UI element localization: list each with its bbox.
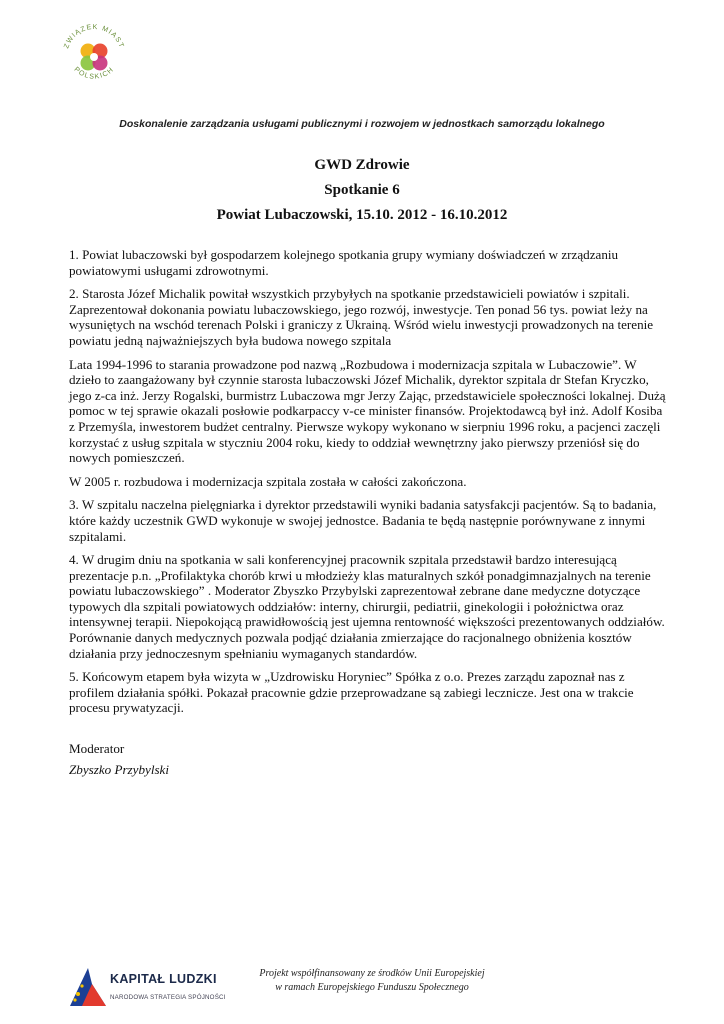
title-line-3: Powiat Lubaczowski, 15.10. 2012 - 16.10.2012 xyxy=(216,207,508,223)
signature-block xyxy=(69,738,169,780)
paragraph: 4. W drugim dniu na spotkania w sali konferencyjnej pracownik szpitala przedstawił bardzo interesującą prezentacje p.n. „Profilaktyka chorób krwi u młodzieży klas maturalnych szkół ponadgimnazjalnych na terenie powiatu lubaczowskiego” . Moderator Zbyszko Przybylski zaprezentował zebrane dane medyczne dotyczące typowych dla szpitali powiatowych oddziałów: interny, chirurgii, pediatrii, ginekologii i położnictwa oraz intensywnej terapii. Niepokojącą prawidłowością jest ujemna rentowność większości prezentowanych oddziałów. Porównanie danych medycznych pozwala podjąć działania zmierzające do racjonalnego obniżenia kosztów działania przy jednoczesnym spełnianiu wymaganych standardów. xyxy=(69,552,665,661)
title-line-1: GWD Zdrowie xyxy=(314,157,410,173)
paragraph: 3. W szpitalu naczelna pielęgniarka i dyrektor przedstawili wyniki badania satysfakcji pacjentów. Są to badania, które każdy uczestnik GWD wykonuje w swojej jednostce. Badania te będą następnie porównywane z innymi szpitalami. xyxy=(69,497,657,544)
funding-note-line-2: w ramach Europejskiego Funduszu Społecznego xyxy=(275,982,469,993)
funding-note-line-1: Projekt współfinansowany ze środków Unii Europejskiej xyxy=(259,968,485,979)
project-subtitle: Doskonalenie zarządzania usługami publicznymi i rozwojem w jednostkach samorządu lokalnego xyxy=(119,118,605,130)
paragraph: 1. Powiat lubaczowski był gospodarzem kolejnego spotkania grupy wymiany doświadczeń w zrządzaniu powiatowymi usługami zdrowotnymi. xyxy=(69,247,619,278)
svg-text:ZWIĄZEK MIAST: ZWIĄZEK MIAST xyxy=(63,23,125,50)
document-title xyxy=(0,153,724,228)
footer-tagline: NARODOWA STRATEGIA SPÓJNOŚCI xyxy=(110,994,226,1001)
funding-note xyxy=(220,967,524,995)
document-body xyxy=(69,247,669,724)
paragraph: 2. Starosta Józef Michalik powitał wszystkich przybyłych na spotkanie przedstawicieli powiatów i szpitali. Zaprezentował dokonania powiatu lubaczowskiego, jego rozwój, inwestycje. Ten ponad 56 tys. powiat leży na wysuniętych na wschód terenach Polski i graniczy z Ukrainą. Wśród wielu inwestycji prowadzonych na terenie powiatu jedną najważniejszych była budowa nowego szpitala xyxy=(69,286,654,348)
footer-brand: KAPITAŁ LUDZKI xyxy=(110,972,217,986)
svg-text:POLSKICH: POLSKICH xyxy=(72,66,116,81)
signature-role: Moderator xyxy=(69,741,125,756)
zmp-logo xyxy=(58,20,130,92)
paragraph: Lata 1994-1996 to starania prowadzone pod nazwą „Rozbudowa i modernizacja szpitala w Lubaczowie”. W dzieło to zaangażowany był czynnie starosta lubaczowski Józef Michalik, dyrektor szpitala dr Stefan Kryczko, jego z-ca inż. Jerzy Rogalski, burmistrz Lubaczowa mgr Jerzy Zając, przedstawiciele społeczności lokalnej. Dużą pomoc w tej sprawie okazali posłowie podkarpaccy v-ce minister finansów. Projektodawcą był inż. Adolf Kosiba z Przemyśla, inwestorem budżet centralny. Pierwsze wykopy wykonano w sierpniu 1996 roku, a pacjenci zaczęli korzystać z usług szpitala w styczniu 2004 roku, kiedy to oddział wewnętrzny jako pierwszy przeniósł się do nowych pomieszczeń. xyxy=(69,356,666,466)
signature-name: Zbyszko Przybylski xyxy=(69,762,170,777)
paragraph: 5. Końcowym etapem była wizyta w „Uzdrowisku Horyniec” Spółka z o.o. Prezes zarządu zapoznał nas z profilem działania spółki. Pokazał pracownie gdzie przeprowadzane są zabiegi lecznicze. Jest ona w trakcie procesu prywatyzacji. xyxy=(69,669,634,716)
paragraph: W 2005 r. rozbudowa i modernizacja szpitala została w całości zakończona. xyxy=(69,473,467,489)
title-line-2: Spotkanie 6 xyxy=(324,182,400,198)
